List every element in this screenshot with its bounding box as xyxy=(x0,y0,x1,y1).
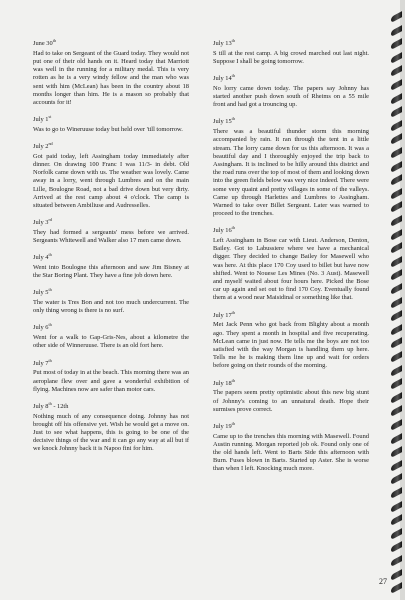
entry-date-ordinal: th xyxy=(231,309,235,315)
entry-date xyxy=(33,254,189,262)
entry-date-day: July 7 xyxy=(33,359,49,367)
entry-date-ordinal: th xyxy=(231,225,235,231)
entry-date-ordinal: th xyxy=(231,37,235,43)
entry-date-day: July 17 xyxy=(213,311,232,319)
diary-entry xyxy=(213,420,369,474)
entry-text: Met Jack Penn who got back from Blighty about a month ago. They spent a month in hospital and five recuperating. McLean came in just now. He tells me the boys are not too satisfied with the way Morgan is handling them up here. Tells me he is making them line up and wait for orders before going on their rounds of the morning. xyxy=(213,321,369,370)
entry-text: Put most of today in at the beach. This morning there was an aeroplane flew over and gave a wonderful exhibition of flying. Machines now are safer than motor cars. xyxy=(33,369,189,393)
entry-date-ordinal: th xyxy=(48,357,52,363)
diary-entry xyxy=(213,118,369,218)
entry-text: They had formed a sergeants' mess before we arrived. Sergeants Whitewell and Walker also 17 men came down. xyxy=(33,228,189,245)
entry-text: Went into Boulogne this afternoon and saw Jim Bisney at the Star Boring Plant. They have a fine job down here. xyxy=(33,263,189,280)
entry-date-day: July 19 xyxy=(213,422,232,430)
diary-entry xyxy=(213,72,369,109)
entry-date-ordinal: th xyxy=(231,420,235,426)
entry-date xyxy=(33,289,189,297)
entry-text: Came up to the trenches this morning with Masewell. Found Austin running. Morgan reported job ok. Found only one of the old hands left. Went to Barts Side this afternoon with Burn. Fuses blown in Barts. Started up Aster. She is worse than when I left. Knocking much more. xyxy=(213,432,369,473)
entry-date-day: July 18 xyxy=(213,379,232,387)
left-column xyxy=(33,37,189,463)
diary-entry xyxy=(33,400,189,454)
entry-text: Had to take on Sergeant of the Guard today. They would not put one of their old hands on it. Heard today that Marriott was well in the running for a military medal. This is very rotten as he is a very windy fellow and the man who was sent with him (McLean) has been in the country about 18 months longer than him. He is a mason so probably that accounts for it! xyxy=(33,49,189,106)
entry-date xyxy=(213,227,369,235)
diary-entry xyxy=(33,324,189,350)
diary-entry xyxy=(33,254,189,280)
entry-date xyxy=(33,357,189,368)
entry-date-day: July 15 xyxy=(213,118,232,126)
entry-text: There was a beautiful thunder storm this morning accompanied by rain. It ran through the tent in a little stream. The lorry came down for us this afternoon. It was a beautiful day and I thoroughly enjoyed the trip back to Assingham. It is inclined to be hilly around this district and the road runs over the top of most of them and looking down into the green fields below was very nice indeed. There were some very quaint and pretty villages in some of the valleys. Came up through Harlettes and Lumbres to Assingham. Warned to take over Billet Sergeant. Later was warned to proceed to the trenches. xyxy=(213,128,369,218)
entry-date-day: July 16 xyxy=(213,227,232,235)
right-column xyxy=(213,37,369,483)
diary-entry xyxy=(33,37,189,107)
entry-date-day: July 14 xyxy=(213,75,232,83)
spiral-binding xyxy=(381,0,405,600)
diary-entry xyxy=(213,377,369,414)
entry-date xyxy=(213,72,369,83)
entry-date-ordinal: th xyxy=(231,72,235,78)
entry-date xyxy=(33,400,189,411)
entry-date xyxy=(33,140,189,151)
entry-date-ordinal: th xyxy=(48,252,52,258)
entry-date-day: July 4 xyxy=(33,254,49,262)
entry-date-ordinal: st xyxy=(48,114,52,119)
diary-entry xyxy=(213,309,369,371)
entry-text: The water is Tres Bon and not too much undercurrent. The only thing wrong is there is no surf. xyxy=(33,299,189,315)
entry-date-ordinal: nd xyxy=(48,140,53,146)
entry-date-range: - 12th xyxy=(51,402,69,410)
entry-text: Was to go to Wineruuse today but held over 'till tomorrow. xyxy=(33,125,183,133)
entry-text: The papers seem pretty optimistic about this new big stunt of Johnny's coming to an unnatural death. Hope their surmises prove correct. xyxy=(213,389,369,413)
entry-text: Left Assingham in Bose car with Lieut. Anderson, Denton, Bailey. Got to Labussiere where we have a mechanical digger. They decided to change Bailey for Masewell who was here. At this place 170 Coy used to billet but have now shifted. Went to Nouese Les Mines (No. 3 Aust). Masewell and myself waited about four hours here. Picked the Bose car up again and set out to find 170 Coy. Eventually found them at a wood near Maisidinal or something like that. xyxy=(213,237,369,302)
diary-entry xyxy=(33,140,189,210)
entry-date-day: July 6 xyxy=(33,324,49,332)
entry-date-ordinal: th xyxy=(48,287,52,293)
diary-entry xyxy=(33,289,189,315)
entry-date xyxy=(213,420,369,431)
entry-date xyxy=(213,37,369,48)
entry-text: Nothing much of any consequence doing. Johnny has not brought off his offensive yet. Wish he would get a move on. Just to see what happens, this is going to be one of the decisive things of the war and it can go any way at all but if we knock Johnny back it is Napoo fini for him. xyxy=(33,412,189,453)
entry-date xyxy=(33,37,189,48)
entry-date-ordinal: th xyxy=(231,116,235,122)
page-number: 27 xyxy=(379,577,387,586)
entry-text: Got paid today, left Assingham today immediately after dinner. On drawing 100 Franc I was 11/3- in debt. Old Norfolk came down with us. The weather was lovely. Came away in a lorry, went through Lumbres and on the main Lille, Boulogne Road, not a bad drive down but very dirty. Arrived at the rest camp about 4 o'clock. The camp is situated between Ambiliuse and Audresselles. xyxy=(33,152,189,209)
entry-text: Went for a walk to Gap-Gris-Nes, about a kilometre the other side of Winneruuse. There is an old fort here. xyxy=(33,334,189,350)
entry-date-day: July 13 xyxy=(213,40,232,47)
entry-date-ordinal: th xyxy=(52,37,56,43)
entry-date xyxy=(33,324,189,332)
entry-date xyxy=(213,377,369,388)
diary-entry xyxy=(33,357,189,394)
entry-date-day: July 8 xyxy=(33,402,49,410)
entry-date-day: July 1 xyxy=(33,116,49,124)
diary-entry xyxy=(33,116,189,134)
entry-date-ordinal: th xyxy=(48,400,52,406)
entry-text: S till at the rest camp. A big crowd marched out last night. Suppose I shall be going tomorrow. xyxy=(213,49,369,65)
entry-date xyxy=(213,309,369,320)
entry-date-day: July 2 xyxy=(33,143,49,151)
entry-text: No lorry came down today. The papers say Johnny has started another push down south of Rheims on a 55 mile front and had got a trouncing up. xyxy=(213,84,369,109)
entry-date-ordinal: th xyxy=(48,322,52,328)
entry-date-ordinal: th xyxy=(231,377,235,383)
entry-date xyxy=(33,219,189,227)
entry-date xyxy=(33,116,189,124)
entry-date-day: July 3 xyxy=(33,219,49,227)
diary-entry xyxy=(213,227,369,302)
entry-date xyxy=(213,118,369,126)
diary-entry xyxy=(33,219,189,245)
entry-date-day: July 5 xyxy=(33,289,49,297)
entry-date-ordinal: rd xyxy=(48,217,52,223)
diary-entry xyxy=(213,37,369,66)
entry-date-day: June 30 xyxy=(33,40,53,47)
